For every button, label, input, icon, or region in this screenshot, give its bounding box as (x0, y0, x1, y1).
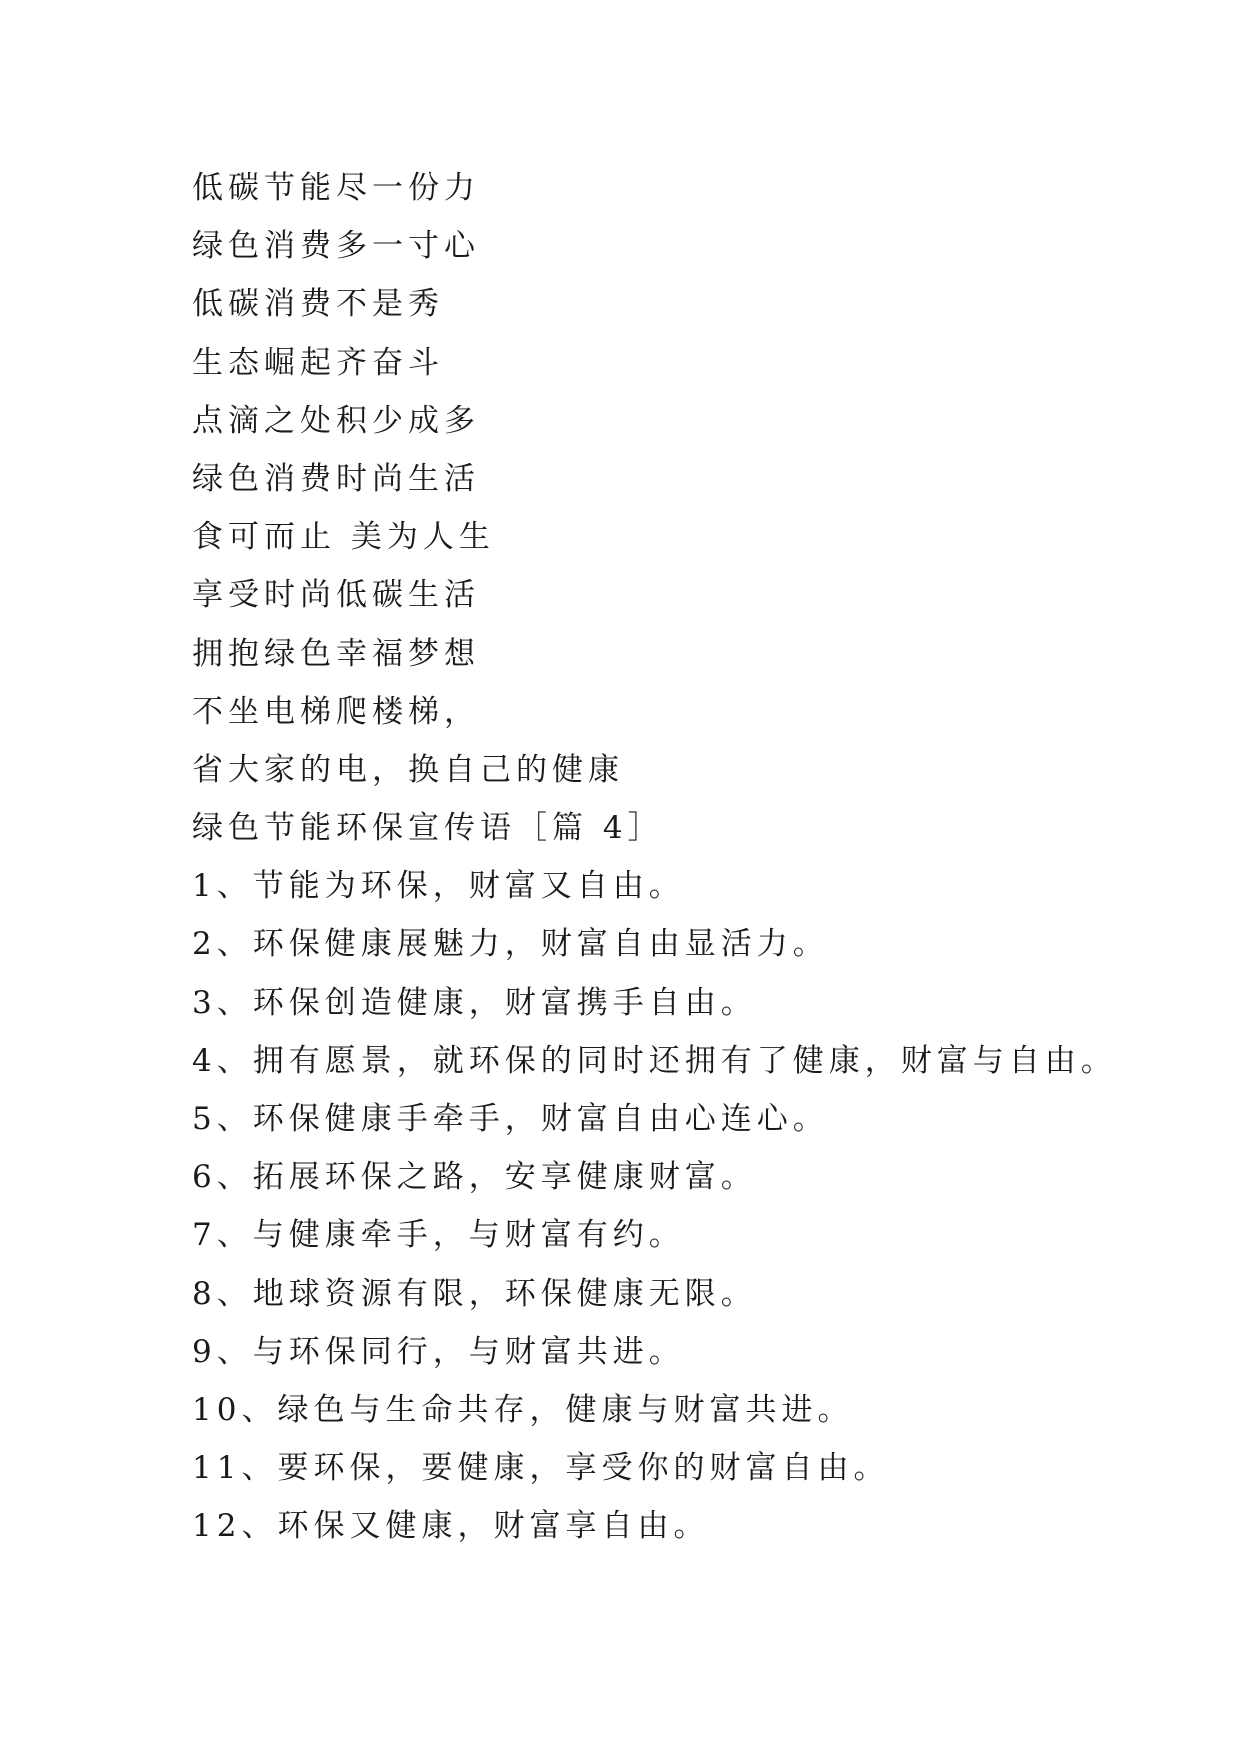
text-line: 享受时尚低碳生活 (192, 577, 480, 614)
list-item: 9、与环保同行，与财富共进。 (192, 1333, 685, 1370)
text-line: 食可而止 美为人生 (192, 519, 495, 556)
text-line: 低碳消费不是秀 (192, 286, 444, 323)
text-line: 低碳节能尽一份力 (192, 170, 480, 206)
list-item: 7、与健康牵手，与财富有约。 (192, 1217, 685, 1254)
list-item: 2、环保健康展魅力，财富自由显活力。 (192, 926, 829, 963)
text-line: 不坐电梯爬楼梯， (192, 693, 480, 730)
list-item: 3、环保创造健康，财富携手自由。 (192, 984, 757, 1021)
list-item: 12、环保又健康，财富享自由。 (192, 1508, 710, 1545)
text-line: 绿色消费时尚生活 (192, 460, 480, 497)
list-item: 10、绿色与生命共存，健康与财富共进。 (192, 1391, 854, 1428)
list-item: 1、节能为环保，财富又自由。 (192, 868, 685, 905)
list-item: 4、拥有愿景，就环保的同时还拥有了健康，财富与自由。 (192, 1042, 1117, 1079)
list-item: 6、拓展环保之路，安享健康财富。 (192, 1159, 757, 1196)
section-heading: 绿色节能环保宣传语［篇 4］ (192, 810, 664, 847)
text-body (192, 159, 1117, 1556)
text-line: 生态崛起齐奋斗 (192, 344, 444, 381)
list-item: 5、环保健康手牵手，财富自由心连心。 (192, 1101, 829, 1137)
text-line: 绿色消费多一寸心 (192, 228, 480, 265)
list-item: 8、地球资源有限，环保健康无限。 (192, 1275, 757, 1312)
text-line: 拥抱绿色幸福梦想 (192, 635, 480, 672)
list-item: 11、要环保，要健康，享受你的财富自由。 (192, 1450, 890, 1487)
text-line: 点滴之处积少成多 (192, 402, 480, 439)
text-line: 省大家的电，换自己的健康 (192, 751, 624, 788)
